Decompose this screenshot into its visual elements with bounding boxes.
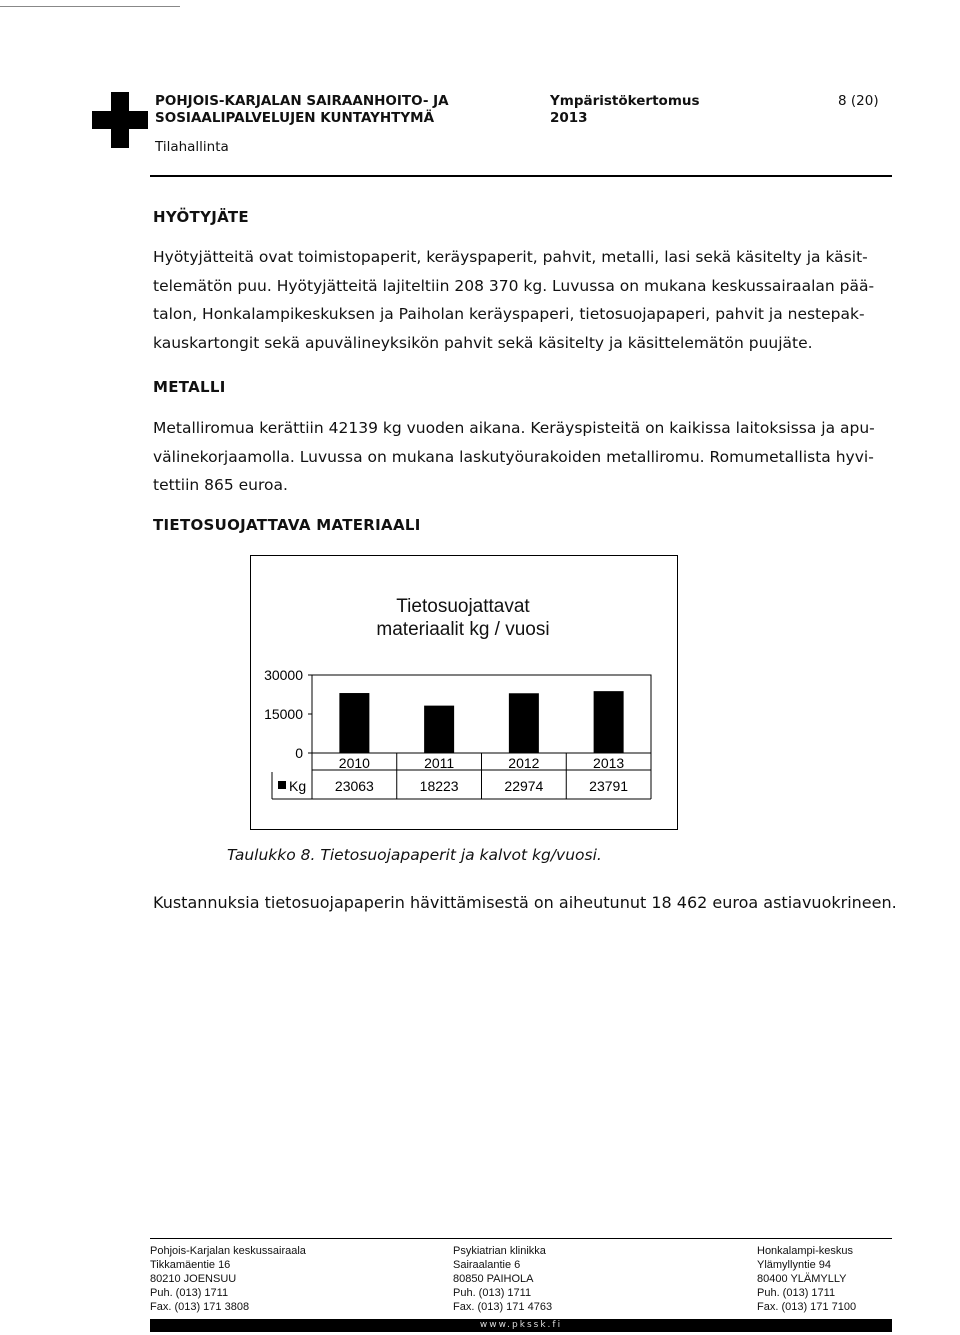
paragraph-line: Hyötyjätteitä ovat toimistopaperit, keräyspaperit, pahvit, metalli, lasi sekä käsitelty ja käsit-	[153, 248, 868, 266]
footer-address-psykiatria	[453, 1244, 552, 1314]
footer-line: 80210 JOENSUU	[150, 1273, 237, 1285]
table-caption: Taulukko 8. Tietosuojapaperit ja kalvot kg/vuosi.	[227, 846, 602, 864]
footer-line: Ylämyllyntie 94	[757, 1259, 831, 1271]
bar	[339, 693, 369, 753]
footer-line: Puh. (013) 1711	[453, 1287, 532, 1299]
footer-line: Honkalampi-keskus	[757, 1245, 853, 1257]
chart-title-line-2: materiaalit kg / vuosi	[376, 619, 550, 640]
chart-title-line-1: Tietosuojattavat	[396, 596, 530, 617]
legend-label: Kg	[289, 778, 307, 794]
data-label: 18223	[419, 778, 459, 794]
y-tick-label: 15000	[264, 706, 303, 722]
footer-line: Fax. (013) 171 7100	[757, 1301, 857, 1313]
paragraph-line: tettiin 865 euroa.	[153, 476, 288, 494]
bar	[594, 691, 624, 753]
footer-address-honkalampi	[757, 1244, 856, 1314]
bar	[509, 693, 539, 753]
paragraph-line: kauskartongit sekä apuvälineyksikön pahvit sekä käsitelty ja käsittelemätön puujäte.	[153, 333, 813, 352]
paragraph-line: Metalliromua kerättiin 42139 kg vuoden aikana. Keräyspisteitä on kaikissa laitoksissa ja apu-	[153, 419, 875, 437]
footer-line: Fax. (013) 171 3808	[150, 1301, 250, 1313]
footer-line: Sairaalantie 6	[453, 1259, 521, 1271]
section-heading-metalli: METALLI	[153, 378, 226, 396]
footer-line: Psykiatrian klinikka	[453, 1245, 546, 1257]
report-name: Ympäristökertomus	[550, 93, 700, 109]
footer-line: 80400 YLÄMYLLY	[757, 1273, 847, 1285]
footer-line: Pohjois-Karjalan keskussairaala	[150, 1245, 306, 1257]
footer-line: Tikkamäentie 16	[150, 1259, 231, 1271]
paragraph-line: telemätön puu. Hyötyjätteitä lajiteltiin 208 370 kg. Luvussa on mukana keskussairaalan pää-	[153, 276, 875, 295]
footer-line: Fax. (013) 171 4763	[453, 1301, 553, 1313]
paragraph-line: talon, Honkalampikeskuksen ja Paiholan keräyspaperi, tietosuojapaperi, pahvit ja nestepak-	[153, 305, 865, 323]
footer-line: Puh. (013) 1711	[757, 1287, 836, 1299]
department: Tilahallinta	[155, 139, 229, 155]
cost-statement: Kustannuksia tietosuojapaperin hävittämisestä on aiheutunut 18 462 euroa astiavuokrineen.	[153, 893, 897, 912]
data-label: 23063	[334, 778, 374, 794]
org-line-2: SOSIAALIPALVELUJEN KUNTAYHTYMÄ	[155, 110, 435, 126]
org-line-1: POHJOIS-KARJALAN SAIRAANHOITO- JA	[155, 93, 449, 109]
paragraph-line: välinekorjaamolla. Luvussa on mukana laskutyöurakoiden metalliromu. Romumetallista hyvi-	[153, 447, 874, 466]
footer-website: www.pkssk.fi	[479, 1320, 563, 1330]
footer-line: Puh. (013) 1711	[150, 1287, 229, 1299]
x-category-label: 2011	[424, 755, 455, 771]
section-heading-tietosuoja: TIETOSUOJATTAVA MATERIAALI	[153, 516, 421, 534]
x-category-label: 2013	[593, 755, 625, 771]
x-category-label: 2012	[508, 755, 540, 771]
y-tick-label: 30000	[264, 667, 303, 683]
data-label: 22974	[504, 778, 544, 794]
data-label: 23791	[589, 778, 629, 794]
bar	[424, 706, 454, 753]
y-tick-label: 0	[295, 745, 303, 761]
page-number: 8 (20)	[838, 93, 879, 109]
section-heading-hyotyjate: HYÖTYJÄTE	[153, 208, 249, 226]
footer-rule	[150, 1238, 892, 1239]
legend-swatch	[278, 781, 286, 789]
footer-address-keskussairaala	[150, 1244, 306, 1314]
report-year: 2013	[550, 110, 588, 126]
footer-line: 80850 PAIHOLA	[453, 1273, 534, 1285]
x-category-label: 2010	[338, 755, 370, 771]
